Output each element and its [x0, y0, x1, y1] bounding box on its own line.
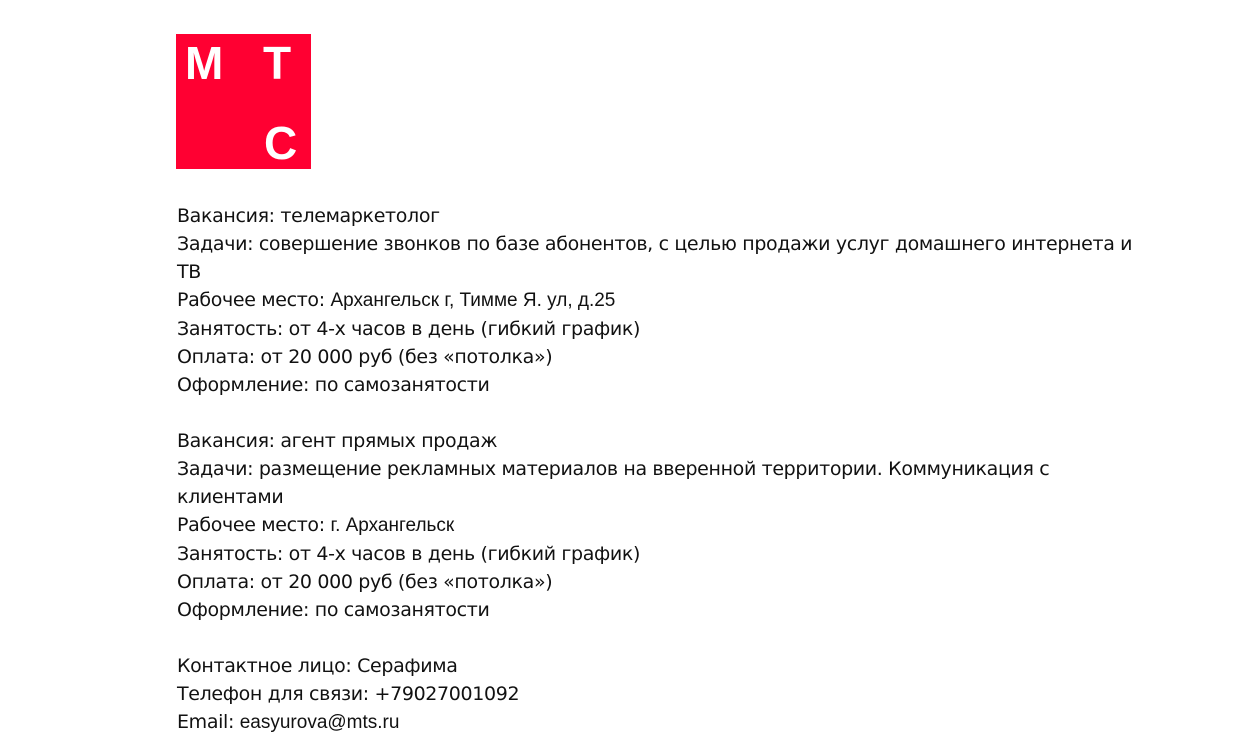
vacancy-2-title: Вакансия: агент прямых продаж [177, 430, 498, 452]
vacancy-2-workplace-label: Рабочее место: [177, 514, 331, 536]
section-gap [177, 399, 1137, 427]
document-body [177, 202, 1137, 737]
vacancy-1-employment: Занятость: от 4-х часов в день (гибкий график) [177, 318, 641, 340]
contact-email-label: Email: [177, 711, 240, 733]
logo-letter-m: М [185, 37, 224, 89]
vacancy-1-workplace [177, 286, 1137, 315]
logo-letter-s: С [264, 117, 298, 169]
vacancy-1-workplace-label: Рабочее место: [177, 289, 331, 311]
contact-email-value: easyurova@mts.ru [239, 712, 400, 733]
section-gap [177, 624, 1137, 652]
vacancy-1-registration: Оформление: по самозанятости [177, 374, 490, 396]
vacancy-2-workplace [177, 511, 1137, 540]
vacancy-1-title: Вакансия: телемаркетолог [177, 205, 440, 227]
contact-email [177, 708, 1137, 737]
contact-phone: Телефон для связи: +79027001092 [177, 683, 520, 705]
mts-logo [176, 34, 311, 169]
vacancy-1-workplace-value: Архангельск г, Тимме Я. ул, д.25 [330, 290, 616, 311]
vacancy-2-registration: Оформление: по самозанятости [177, 599, 490, 621]
logo-letter-t: Т [263, 37, 292, 89]
vacancy-2-employment: Занятость: от 4-х часов в день (гибкий график) [177, 543, 641, 565]
contact-person: Контактное лицо: Серафима [177, 655, 458, 677]
vacancy-1-tasks: Задачи: совершение звонков по базе абонентов, с целью продажи услуг домашнего интернета и ТВ [177, 233, 1133, 283]
vacancy-2-payment: Оплата: от 20 000 руб (без «потолка») [177, 571, 553, 593]
vacancy-2-tasks: Задачи: размещение рекламных материалов на вверенной территории. Коммуникация с клиентами [177, 458, 1050, 508]
vacancy-2-workplace-value: г. Архангельск [330, 515, 455, 536]
vacancy-1-payment: Оплата: от 20 000 руб (без «потолка») [177, 346, 553, 368]
